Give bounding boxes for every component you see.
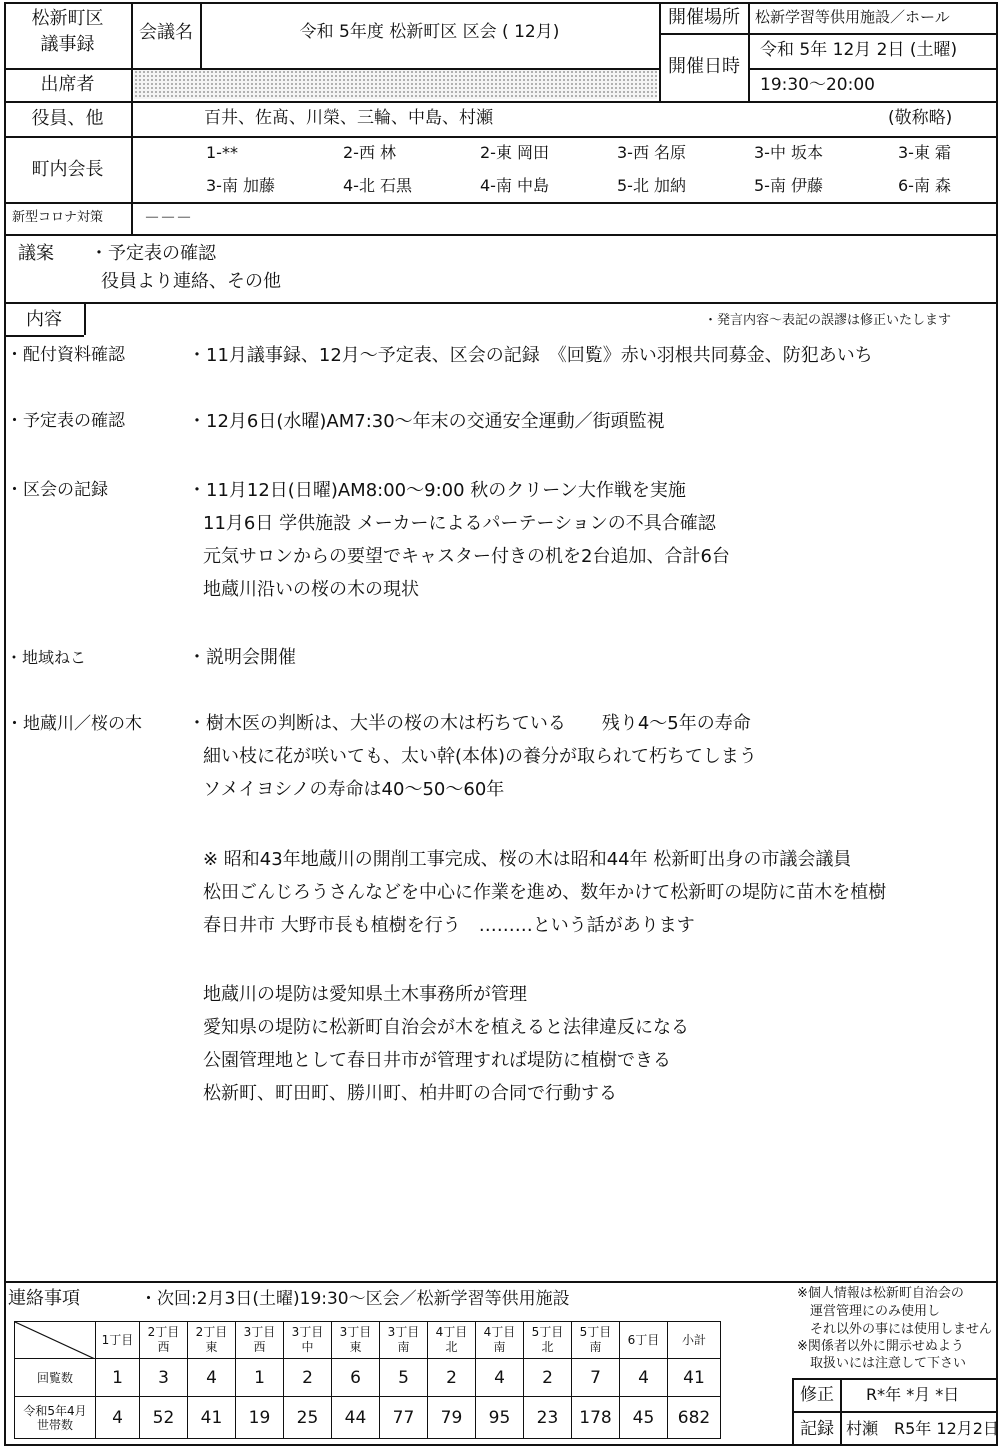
org-title: 松新町区 — [31, 8, 104, 29]
venue-label: 開催場所 — [668, 7, 740, 28]
column-header: 4丁目 南 — [476, 1322, 524, 1359]
divider — [4, 202, 998, 204]
item-line: ・12月6日(水曜)AM7:30～年末の交通安全運動／街頭監視 — [188, 411, 665, 432]
time-value: 19:30～20:00 — [760, 75, 875, 95]
chair-entry: 3-西 名原 — [617, 143, 687, 162]
item-line: 公園管理地として春日井市が管理すれば堤防に植樹できる — [203, 1050, 671, 1071]
officers-label: 役員、他 — [31, 108, 104, 129]
chairs-label: 町内会長 — [31, 159, 104, 180]
divider — [4, 234, 998, 236]
item-line: 松田ごんじろうさんなどを中心に作業を進め、数年かけて松新町の堤防に苗木を植樹 — [203, 882, 887, 903]
item-label: ・区会の記録 — [6, 480, 108, 500]
record-label: 記録 — [800, 1419, 834, 1439]
table-cell: 178 — [572, 1397, 620, 1439]
table-cell: 95 — [476, 1397, 524, 1439]
chair-entry: 4-北 石黒 — [343, 176, 413, 195]
item-line: ・11月12日(日曜)AM8:00～9:00 秋のクリーン大作戦を実施 — [188, 480, 686, 501]
table-cell: 23 — [524, 1397, 572, 1439]
contact-label: 連絡事項 — [8, 1288, 80, 1309]
item-line: ソメイヨシノの寿命は40～50～60年 — [203, 779, 505, 800]
org-subtitle: 議事録 — [40, 34, 95, 55]
column-header: 6丁目 — [620, 1322, 668, 1359]
column-header: 3丁目 南 — [380, 1322, 428, 1359]
table-cell: 2 — [524, 1359, 572, 1397]
item-label: ・予定表の確認 — [6, 411, 125, 431]
diagonal-line — [15, 1322, 95, 1359]
privacy-note-line: 運営管理にのみ使用し — [797, 1304, 941, 1319]
table-cell: 5 — [380, 1359, 428, 1397]
privacy-note-line: 取扱いには注意して下さい — [797, 1356, 967, 1371]
divider — [4, 101, 998, 103]
column-header: 5丁目 北 — [524, 1322, 572, 1359]
item-line: 11月6日 学供施設 メーカーによるパーテーションの不具合確認 — [203, 513, 716, 534]
chair-entry: 2-東 岡田 — [480, 143, 550, 162]
table-cell: 4 — [620, 1359, 668, 1397]
item-line: ※ 昭和43年地蔵川の開削工事完成、桜の木は昭和44年 松新町出身の市議会議員 — [203, 849, 852, 870]
table-cell: 682 — [668, 1397, 721, 1439]
item-line: 地蔵川の堤防は愛知県土木事務所が管理 — [203, 984, 527, 1005]
table-cell: 1 — [236, 1359, 284, 1397]
content-label: 内容 — [26, 309, 62, 330]
item-line: 元気サロンからの要望でキャスター付きの机を2台追加、合計6台 — [203, 546, 730, 567]
item-label: ・地域ねこ — [6, 648, 87, 667]
attendees-redacted — [134, 70, 657, 99]
column-header: 5丁目 南 — [572, 1322, 620, 1359]
divider — [4, 1281, 998, 1283]
chair-entry: 6-南 森 — [898, 176, 952, 195]
item-line: 春日井市 大野市長も植樹を行う ………という話があります — [203, 915, 695, 936]
table-row — [15, 1359, 721, 1397]
divider — [792, 1411, 998, 1413]
agenda-line: ・予定表の確認 — [90, 243, 216, 264]
privacy-note-line: それ以外の事には使用しません — [797, 1322, 993, 1337]
table-cell: 25 — [284, 1397, 332, 1439]
table-cell: 2 — [284, 1359, 332, 1397]
privacy-note-line: ※個人情報は松新町自治会の — [797, 1286, 964, 1301]
revision-label: 修正 — [800, 1385, 834, 1405]
chair-entry: 3-東 霜 — [898, 143, 952, 162]
agenda-line: 役員より連絡、その他 — [101, 271, 281, 292]
column-header: 1丁目 — [96, 1322, 140, 1359]
column-header: 小計 — [668, 1322, 721, 1359]
chair-entry: 1-** — [206, 143, 238, 162]
column-header: 3丁目 西 — [236, 1322, 284, 1359]
column-header: 2丁目 東 — [188, 1322, 236, 1359]
table-corner-cell — [15, 1322, 96, 1359]
column-header: 2丁目 西 — [140, 1322, 188, 1359]
table-cell: 4 — [96, 1397, 140, 1439]
divider — [84, 302, 86, 335]
date-label: 開催日時 — [668, 56, 740, 77]
column-header: 3丁目 中 — [284, 1322, 332, 1359]
divider — [4, 136, 998, 138]
item-label: ・配付資料確認 — [6, 345, 125, 365]
item-line: ・説明会開催 — [188, 647, 296, 668]
household-stats-table — [14, 1321, 721, 1439]
divider — [131, 202, 133, 234]
table-cell: 52 — [140, 1397, 188, 1439]
table-cell: 45 — [620, 1397, 668, 1439]
divider — [748, 68, 998, 70]
table-row — [15, 1397, 721, 1439]
table-cell: 41 — [188, 1397, 236, 1439]
column-header: 4丁目 北 — [428, 1322, 476, 1359]
divider — [840, 1378, 842, 1446]
table-cell: 4 — [188, 1359, 236, 1397]
content-note: ・発言内容～表記の誤謬は修正いたします — [704, 313, 952, 328]
date-value: 令和 5年 12月 2日 (土曜) — [760, 40, 958, 60]
table-cell: 6 — [332, 1359, 380, 1397]
attendees-label: 出席者 — [40, 74, 95, 95]
table-cell: 77 — [380, 1397, 428, 1439]
table-cell: 7 — [572, 1359, 620, 1397]
chair-entry: 3-南 加藤 — [206, 176, 276, 195]
officers-honorific: (敬称略) — [888, 108, 953, 128]
meeting-name-label: 会議名 — [139, 22, 193, 43]
table-cell: 3 — [140, 1359, 188, 1397]
table-cell: 44 — [332, 1397, 380, 1439]
covid-label: 新型コロナ対策 — [12, 210, 104, 225]
chair-entry: 4-南 中島 — [480, 176, 550, 195]
table-cell: 41 — [668, 1359, 721, 1397]
item-line: 愛知県の堤防に松新町自治会が木を植えると法律違反になる — [203, 1017, 689, 1038]
officers-names: 百井、佐髙、川榮、三輪、中島、村瀬 — [204, 108, 493, 128]
table-cell: 19 — [236, 1397, 284, 1439]
revision-value: R*年 *月 *日 — [866, 1385, 960, 1404]
chair-entry: 3-中 坂本 — [754, 143, 824, 162]
chair-entry: 2-西 林 — [343, 143, 397, 162]
meeting-name: 令和 5年度 松新町区 区会 ( 12月) — [299, 22, 560, 42]
row-label: 回覧数 — [15, 1359, 96, 1397]
table-cell: 79 — [428, 1397, 476, 1439]
item-line: 地蔵川沿いの桜の木の現状 — [203, 579, 419, 600]
divider — [748, 2, 750, 101]
column-header: 3丁目 東 — [332, 1322, 380, 1359]
privacy-note-line: ※関係者以外に開示せぬよう — [797, 1339, 964, 1354]
table-cell: 1 — [96, 1359, 140, 1397]
item-label: ・地蔵川／桜の木 — [6, 714, 142, 734]
item-line: 細い枝に花が咲いても、太い幹(本体)の養分が取られて朽ちてしまう — [203, 746, 757, 767]
record-value: 村瀬 R5年 12月2日 — [846, 1419, 999, 1438]
chair-entry: 5-北 加納 — [617, 176, 687, 195]
chair-entry: 5-南 伊藤 — [754, 176, 824, 195]
divider — [4, 302, 998, 304]
divider — [4, 335, 84, 337]
row-label: 令和5年4月 世帯数 — [15, 1397, 96, 1439]
covid-value: －－－ — [144, 208, 193, 227]
item-line: ・11月議事録、12月～予定表、区会の記録 《回覧》赤い羽根共同募金、防犯あいち — [188, 345, 873, 366]
item-line: 松新町、町田町、勝川町、柏井町の合同で行動する — [203, 1083, 617, 1104]
item-line: ・樹木医の判断は、大半の桜の木は朽ちている 残り4～5年の寿命 — [188, 713, 751, 734]
next-meeting: ・次回:2月3日(土曜)19:30～区会／松新学習等供用施設 — [140, 1289, 570, 1309]
venue-value: 松新学習等供用施設／ホール — [755, 8, 950, 26]
agenda-label: 議案 — [18, 243, 54, 264]
divider — [659, 33, 998, 35]
table-cell: 2 — [428, 1359, 476, 1397]
table-cell: 4 — [476, 1359, 524, 1397]
